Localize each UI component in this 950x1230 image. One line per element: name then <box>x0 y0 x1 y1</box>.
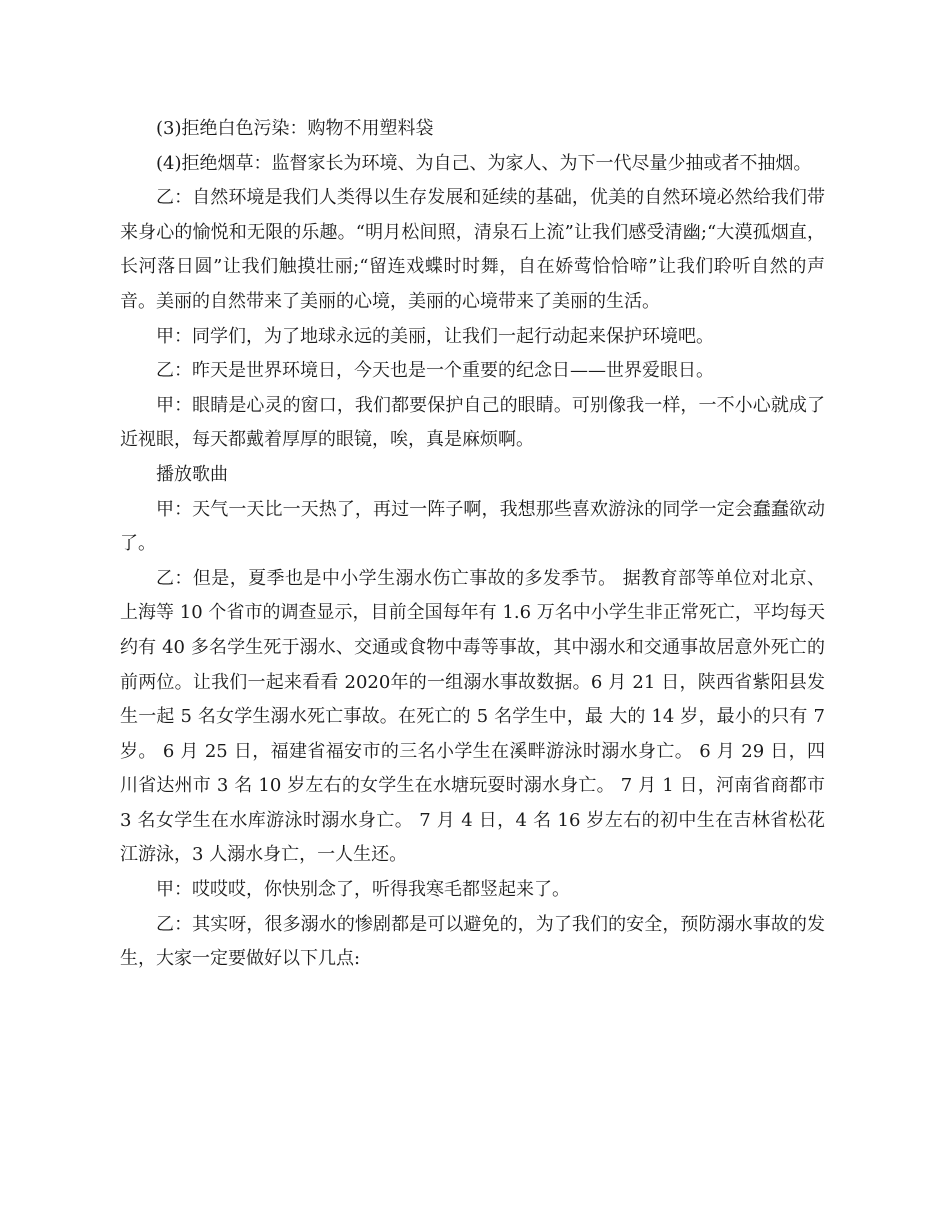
paragraph-yi-nature: 乙：自然环境是我们人类得以生存发展和延续的基础，优美的自然环境必然给我们带来身心的愉悦和无限的乐趣。“明月松间照，清泉石上流”让我们感受清幽;“大漠孤烟直，长河落日圆”让我们触摸壮丽;“留连戏蝶时时舞，自在娇莺恰恰啼”让我们聆听自然的声音。美丽的自然带来了美丽的心境，美丽的心境带来了美丽的生活。 <box>120 187 825 312</box>
paragraph-jia-weather: 甲：天气一天比一天热了，再过一阵子啊，我想那些喜欢游泳的同学一定会蠢蠢欲动了。 <box>120 498 825 555</box>
paragraph-yi-drowning-stats: 乙：但是，夏季也是中小学生溺水伤亡事故的多发季节。 据教育部等单位对北京、上海等 10 个省市的调查显示，目前全国每年有 1.6 万名中小学生非正常死亡，平均每天约有 40 多名学生死于溺水、交通或食物中毒等事故，其中溺水和交通事故居意外死亡的前两位。让我们一起来看看 2020年的一组溺水事故数据。6 月 21 日，陕西省紫阳县发生一起 5 名女学生溺水死亡事故。在死亡的 5 名学生中，最 大的 14 岁，最小的只有 7 岁。 6 月 25 日，福建省福安市的三名小学生在溪畔游泳时溺水身亡。 6 月 29 日，四川省达州市 3 名 10 岁左右的女学生在水塘玩耍时溺水身亡。 7 月 1 日，河南省商都市 3 名女学生在水库游泳时溺水身亡。 7 月 4 日，4 名 16 岁左右的初中生在吉林省松花江游泳，3 人溺水身亡，一人生还。 <box>120 567 831 866</box>
paragraph-play-song: 播放歌曲 <box>156 463 228 485</box>
paragraph-jia-stop: 甲：哎哎哎，你快别念了，听得我寒毛都竖起来了。 <box>156 879 570 901</box>
paragraph-yi-prevention: 乙：其实呀，很多溺水的惨剧都是可以避免的，为了我们的安全，预防溺水事故的发生，大家一定要做好以下几点: <box>120 913 825 970</box>
paragraph-point-3: (3)拒绝白色污染：购物不用塑料袋 <box>156 118 434 139</box>
document-body <box>120 112 831 977</box>
paragraph-jia-eyes: 甲：眼睛是心灵的窗口，我们都要保护自己的眼睛。可别像我一样，一不小心就成了近视眼，每天都戴着厚厚的眼镜，唉，真是麻烦啊。 <box>120 394 825 451</box>
paragraph-jia-action: 甲：同学们，为了地球永远的美丽，让我们一起行动起来保护环境吧。 <box>156 325 714 347</box>
paragraph-point-4: (4)拒绝烟草：监督家长为环境、为自己、为家人、为下一代尽量少抽或者不抽烟。 <box>156 152 812 174</box>
paragraph-yi-eye-day: 乙：昨天是世界环境日，今天也是一个重要的纪念日——世界爱眼日。 <box>156 360 714 382</box>
